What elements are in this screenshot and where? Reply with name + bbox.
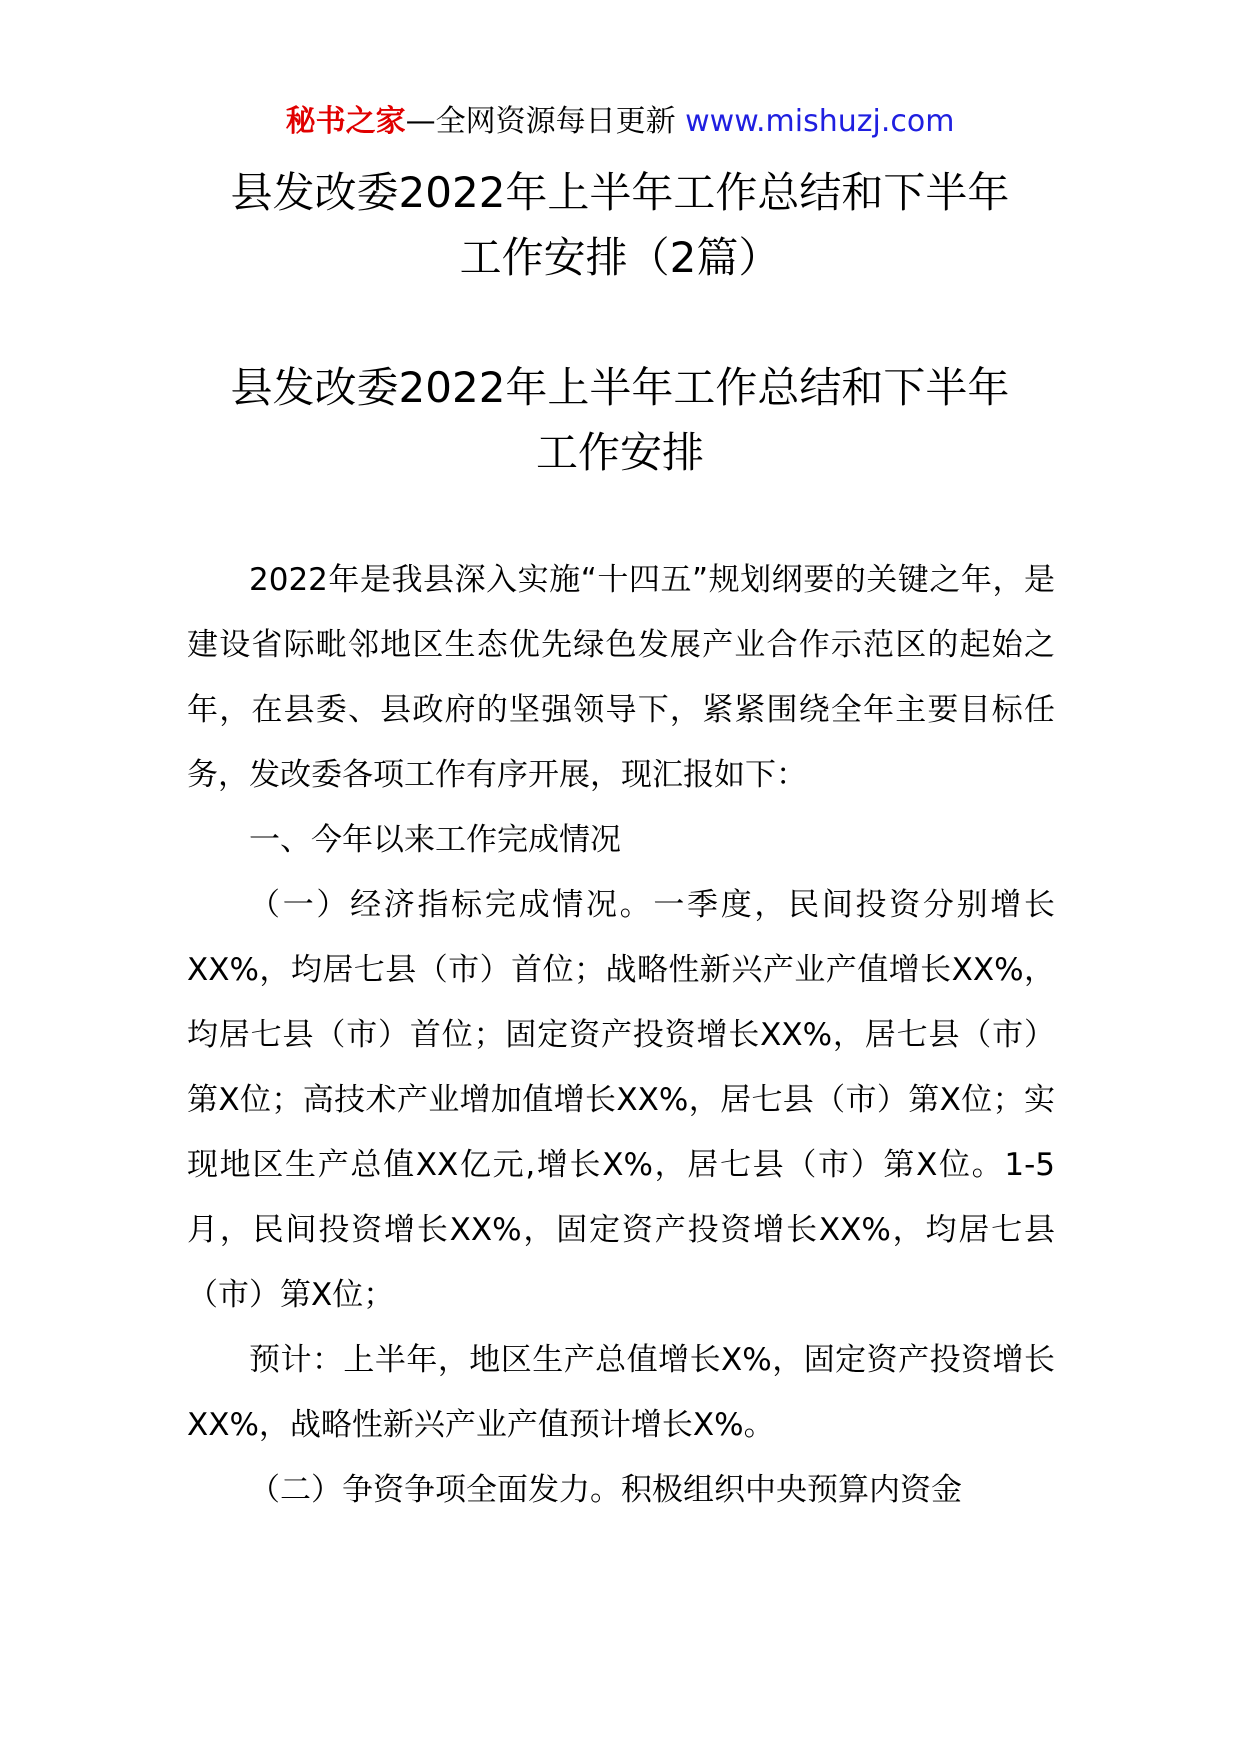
document-title-line-2: 工作安排（2篇） <box>459 233 781 282</box>
paragraph-intro: 2022年是我县深入实施“十四五”规划纲要的关键之年，是建设省际毗邻地区生态优先绿色发展产业合作示范区的起始之年，在县委、县政府的坚强领导下，紧紧围绕全年主要目标任务，发改委各项工作有序开展，现汇报如下： <box>187 562 1055 793</box>
document-title-line-1: 县发改委2022年上半年工作总结和下半年 <box>230 168 1010 217</box>
brand-name: 秘书之家 <box>285 104 406 139</box>
paragraph-forecast: 预计：上半年，地区生产总值增长X%，固定资产投资增长XX%，战略性新兴产业产值预计增长X%。 <box>187 1342 1055 1443</box>
paragraph-funding: （二）争资争项全面发力。积极组织中央预算内资金 <box>249 1472 962 1508</box>
section-heading-1: 一、今年以来工作完成情况 <box>249 822 621 858</box>
article-title-line-1: 县发改委2022年上半年工作总结和下半年 <box>230 363 1010 412</box>
paragraph-economic-indicators: （一）经济指标完成情况。一季度，民间投资分别增长XX%，均居七县（市）首位；战略性新兴产业产值增长XX%，均居七县（市）首位；固定资产投资增长XX%，居七县（市）第X位；高技术产业增加值增长XX%，居七县（市）第X位；实现地区生产总值XX亿元,增长X%，居七县（市）第X位。1-5月，民间投资增长XX%，固定资产投资增长XX%，均居七县（市）第X位； <box>187 887 1055 1313</box>
article-title <box>0 355 1240 485</box>
header-slogan: —全网资源每日更新 <box>405 104 676 139</box>
document-title <box>0 160 1240 290</box>
article-title-line-2: 工作安排 <box>535 428 704 477</box>
site-header <box>0 100 1240 144</box>
site-url-link[interactable]: www.mishuzj.com <box>685 104 955 139</box>
article-body <box>187 548 1055 1523</box>
